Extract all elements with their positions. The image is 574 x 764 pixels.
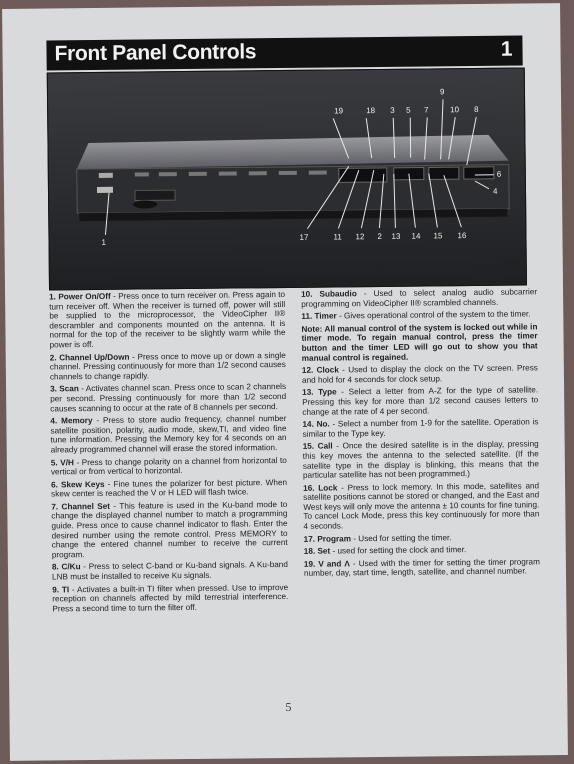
left-column bbox=[49, 290, 288, 617]
item-vh: 5. V/H - Press to change polarity on a channel from horizontal to vertical or from vertical to horizontal. bbox=[50, 455, 287, 477]
callout-8: 8 bbox=[474, 104, 479, 115]
callout-18: 18 bbox=[366, 106, 376, 116]
callout-12: 12 bbox=[355, 232, 365, 242]
item-no: 14. No. - Select a number from 1-9 for the satellite. Operation is similar to the Type key. bbox=[302, 417, 539, 439]
timer-note: Note: All manual control of the system is locked out while in timer mode. To regain manual control, press the timer button and the timer LED will go out to show you that manual control is regained. bbox=[301, 322, 538, 363]
right-column bbox=[301, 287, 540, 581]
callout-2: 2 bbox=[377, 231, 382, 242]
receiver-photo bbox=[47, 67, 527, 290]
controls-description bbox=[49, 287, 540, 712]
callout-3: 3 bbox=[390, 105, 395, 115]
callout-13: 13 bbox=[391, 231, 401, 241]
page-number: 5 bbox=[285, 699, 292, 715]
callout-14: 14 bbox=[411, 231, 421, 241]
item-power: 1. Power On/Off - Press once to turn receiver on. Press again to turn receiver off. When the receiver is turned off, power will still be supplied to the microprocessor, the VideoCipher II® descrambler and components mounted on the antenna. It is normal for the top of the receiver to be slightly warm while the power is off. bbox=[49, 289, 286, 350]
callout-7: 7 bbox=[424, 105, 429, 115]
callout-17: 17 bbox=[299, 232, 309, 242]
item-set: 18. Set - used for setting the clock and timer. bbox=[303, 545, 467, 557]
callout-4: 4 bbox=[492, 186, 498, 196]
item-call: 15. Call - Once the desired satellite is in the display, pressing this key moves the antenna to the selected satellite. (If the satellite type in the display is blinking, this means that the particular satellite has not been programmed.) bbox=[302, 439, 539, 480]
callout-16: 16 bbox=[457, 231, 467, 241]
callout-10: 10 bbox=[450, 105, 460, 115]
item-timer: 11. Timer - Gives operational control of the system to the timer. bbox=[301, 309, 531, 322]
section-header bbox=[46, 35, 522, 70]
item-channel-set: 7. Channel Set - This feature is used in the Ku-band mode to change the displayed channel number to match a programming guide. Press once to cause channel indicator to flash. Enter the desired number using the remote control. Press MEMORY to change the entered channel number to receive the current program. bbox=[51, 499, 288, 560]
power-button bbox=[97, 187, 113, 193]
callout-15: 15 bbox=[433, 231, 443, 241]
receiver-illustration bbox=[48, 68, 526, 289]
item-program: 17. Program - Used for setting the timer. bbox=[303, 532, 452, 544]
callout-19: 19 bbox=[334, 106, 344, 116]
item-type: 13. Type - Select a letter from A-Z for the type of satellite. Pressing this key for more than 1/2 second causes letters to change at the rate of 4 per second. bbox=[302, 385, 539, 417]
manual-page bbox=[2, 3, 568, 761]
callout-11: 11 bbox=[333, 232, 342, 242]
callout-9: 9 bbox=[439, 87, 445, 97]
item-memory: 4. Memory - Press to store audio frequency, channel number satellite position, polarity, audio mode, skew,TI, and video fine tune information. Pressing the Memory key for 4 seconds on an already programmed channel will erase the stored information. bbox=[50, 414, 287, 455]
item-subaudio: 10. Subaudio - Used to select analog audio subcarrier programming on VideoCipher II® scrambled channels. bbox=[301, 287, 538, 309]
callout-6: 6 bbox=[496, 169, 502, 179]
item-skew-keys: 6. Skew Keys - Fine tunes the polarizer for best picture. When skew center is reached the V or H LED will flash twice. bbox=[51, 477, 288, 499]
callout-1: 1 bbox=[101, 237, 107, 247]
item-v-and-a: 19. V and Λ - Used with the timer for setting the timer program number, day, start time, length, satellite, and channel number. bbox=[303, 557, 540, 579]
item-scan: 3. Scan - Activates channel scan. Press once to scan 2 channels per second. Pressing continuously for more than 1/2 second causes scanning to occur at the rate of 8 channels per second. bbox=[50, 382, 287, 413]
section-number: 1 bbox=[500, 37, 513, 61]
item-lock: 16. Lock - Press to lock memory. In this mode, satellites and satellite positions cannot be stored or changed, and the East and West keys will only move the antenna ± 10 counts for fine tuning. To cancel Lock Mode, press this key continuously for more than 4 seconds. bbox=[303, 481, 540, 531]
item-c-ku: 8. C/Ku - Press to select C-band or Ku-band signals. A Ku-band LNB must be installed to receive Ku signals. bbox=[51, 560, 288, 582]
item-clock: 12. Clock - Used to display the clock on the TV screen. Press and hold for 4 seconds for clock setup. bbox=[301, 363, 538, 385]
item-channel-up-down: 2. Channel Up/Down - Press once to move up or down a single channel. Pressing continuously for more than 1/2 second causes channels to change rapidly. bbox=[49, 350, 286, 382]
callout-5: 5 bbox=[406, 105, 411, 115]
item-ti: 9. TI - Activates a built-in TI filter when pressed. Use to improve reception on channels affected by mild terrestrial interference. Press a second time to turn the filter off. bbox=[52, 582, 289, 614]
page-title: Front Panel Controls bbox=[54, 40, 257, 66]
